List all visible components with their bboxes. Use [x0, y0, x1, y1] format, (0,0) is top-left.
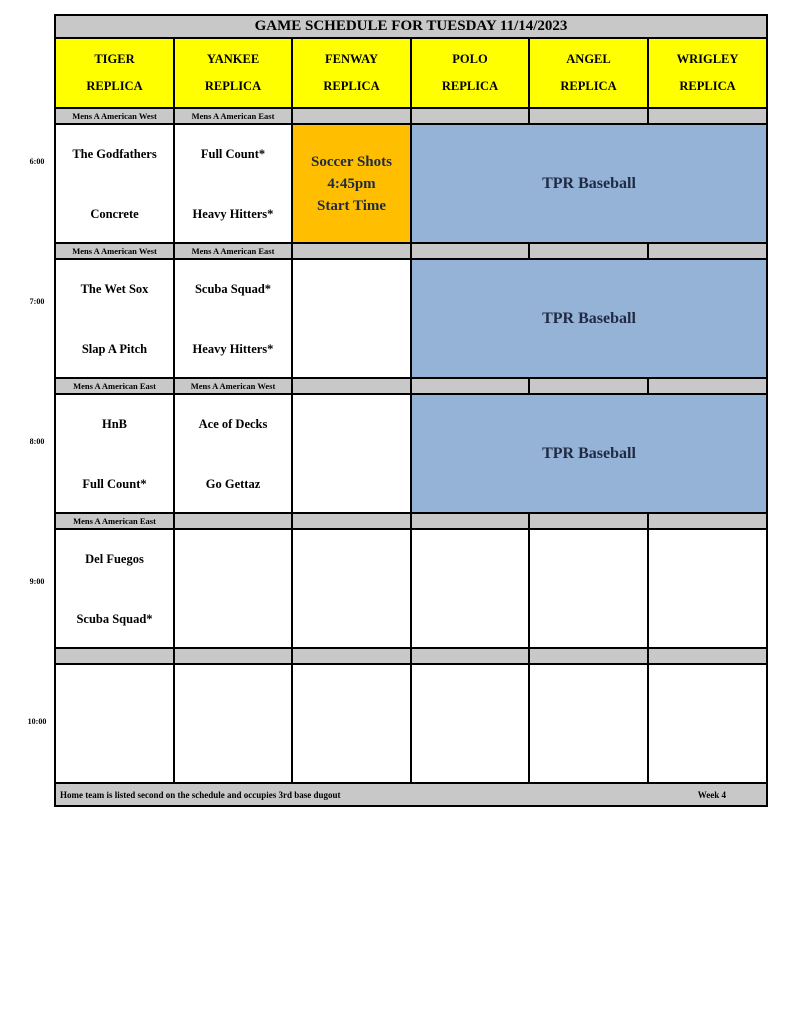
soccer-shots-block — [292, 124, 411, 243]
away-team: Ace of Decks — [198, 416, 268, 431]
game-cell-tiger — [55, 394, 174, 513]
footer-bar — [55, 783, 767, 806]
game-cell-angel — [529, 664, 648, 783]
division-label — [529, 243, 648, 259]
home-team: Full Count* — [82, 476, 147, 491]
division-label: Mens A American East — [174, 108, 292, 124]
division-label — [648, 108, 767, 124]
footer-note: Home team is listed second on the schedule and occupies 3rd base dugout — [60, 790, 341, 800]
division-label — [411, 648, 529, 664]
division-label — [174, 513, 292, 529]
division-label — [55, 648, 174, 664]
page-title: GAME SCHEDULE FOR TUESDAY 11/14/2023 — [55, 15, 767, 38]
away-team: HnB — [101, 416, 127, 431]
game-row-6 — [55, 124, 767, 243]
division-label — [411, 108, 529, 124]
division-label — [292, 513, 411, 529]
division-label — [529, 378, 648, 394]
home-team: Heavy Hitters* — [192, 206, 274, 221]
field-name: POLO — [452, 52, 488, 66]
division-label — [411, 243, 529, 259]
game-cell-polo — [411, 664, 529, 783]
home-team: Concrete — [90, 206, 139, 221]
tpr-baseball-block — [411, 259, 767, 378]
field-name: YANKEE — [206, 52, 260, 66]
week-label: Week 4 — [697, 790, 727, 800]
division-label: Mens A American East — [55, 513, 174, 529]
time-label-7: 7:00 — [29, 297, 45, 306]
tpr-label: TPR Baseball — [542, 174, 636, 192]
home-team: Slap A Pitch — [81, 341, 148, 356]
division-label — [529, 108, 648, 124]
tpr-label: TPR Baseball — [542, 444, 636, 462]
division-label: Mens A American West — [55, 243, 174, 259]
division-label: Mens A American West — [174, 378, 292, 394]
tpr-label: TPR Baseball — [542, 309, 636, 327]
game-cell-fenway — [292, 529, 411, 648]
field-header-angel — [529, 38, 648, 108]
title-row — [55, 15, 767, 38]
division-label: Mens A American West — [55, 108, 174, 124]
away-team: The Godfathers — [72, 146, 157, 161]
field-sub: REPLICA — [204, 79, 262, 93]
game-cell-polo — [411, 529, 529, 648]
field-sub: REPLICA — [86, 79, 143, 93]
field-sub: REPLICA — [679, 79, 736, 93]
field-header-tiger — [55, 38, 174, 108]
game-cell-yankee — [174, 529, 292, 648]
field-sub: REPLICA — [323, 79, 380, 93]
game-cell-tiger — [55, 664, 174, 783]
time-label-10: 10:00 — [27, 717, 47, 726]
division-label — [411, 378, 529, 394]
game-cell-tiger — [55, 124, 174, 243]
field-name: FENWAY — [324, 52, 379, 66]
division-label — [648, 648, 767, 664]
footer-row — [55, 783, 767, 806]
division-label — [292, 108, 411, 124]
time-label-9: 9:00 — [29, 577, 45, 586]
home-team: Go Gettaz — [205, 476, 261, 491]
division-label — [411, 513, 529, 529]
division-label — [529, 513, 648, 529]
time-label-6: 6:00 — [29, 157, 45, 166]
soccer-line: Start Time — [316, 197, 387, 214]
division-label — [174, 648, 292, 664]
game-cell-yankee — [174, 394, 292, 513]
field-header-yankee — [174, 38, 292, 108]
field-name: ANGEL — [566, 52, 611, 66]
away-team: Full Count* — [200, 146, 266, 161]
field-sub: REPLICA — [560, 79, 617, 93]
game-cell-fenway — [292, 394, 411, 513]
division-row-9 — [55, 513, 767, 529]
field-name: TIGER — [94, 52, 135, 66]
field-header-wrigley — [648, 38, 767, 108]
division-label — [292, 648, 411, 664]
time-label-8: 8:00 — [29, 437, 45, 446]
division-label — [292, 378, 411, 394]
game-cell-angel — [529, 529, 648, 648]
division-label — [648, 243, 767, 259]
field-header-fenway — [292, 38, 411, 108]
home-team: Scuba Squad* — [76, 611, 153, 626]
game-row-8 — [55, 394, 767, 513]
division-label — [648, 513, 767, 529]
game-row-10 — [55, 664, 767, 783]
field-name: WRIGLEY — [676, 52, 739, 66]
tpr-baseball-block — [411, 124, 767, 243]
schedule-table — [54, 14, 768, 807]
soccer-line: 4:45pm — [327, 175, 376, 192]
division-label: Mens A American East — [174, 243, 292, 259]
game-cell-tiger — [55, 259, 174, 378]
game-row-9 — [55, 529, 767, 648]
division-label — [529, 648, 648, 664]
division-row-6 — [55, 108, 767, 124]
game-cell-yankee — [174, 664, 292, 783]
field-header-row — [55, 38, 767, 108]
division-label: Mens A American East — [55, 378, 174, 394]
division-row-7 — [55, 243, 767, 259]
game-cell-yankee — [174, 259, 292, 378]
field-sub: REPLICA — [441, 79, 499, 93]
game-cell-fenway — [292, 259, 411, 378]
division-row-8 — [55, 378, 767, 394]
away-team: Del Fuegos — [85, 551, 144, 566]
game-cell-fenway — [292, 664, 411, 783]
game-cell-yankee — [174, 124, 292, 243]
away-team: The Wet Sox — [80, 281, 149, 296]
soccer-line: Soccer Shots — [311, 153, 392, 170]
away-team: Scuba Squad* — [194, 281, 272, 296]
game-cell-tiger — [55, 529, 174, 648]
game-cell-wrigley — [648, 529, 767, 648]
game-cell-wrigley — [648, 664, 767, 783]
game-row-7 — [55, 259, 767, 378]
division-label — [292, 243, 411, 259]
division-row-10 — [55, 648, 767, 664]
tpr-baseball-block — [411, 394, 767, 513]
division-label — [648, 378, 767, 394]
home-team: Heavy Hitters* — [192, 341, 274, 356]
field-header-polo — [411, 38, 529, 108]
